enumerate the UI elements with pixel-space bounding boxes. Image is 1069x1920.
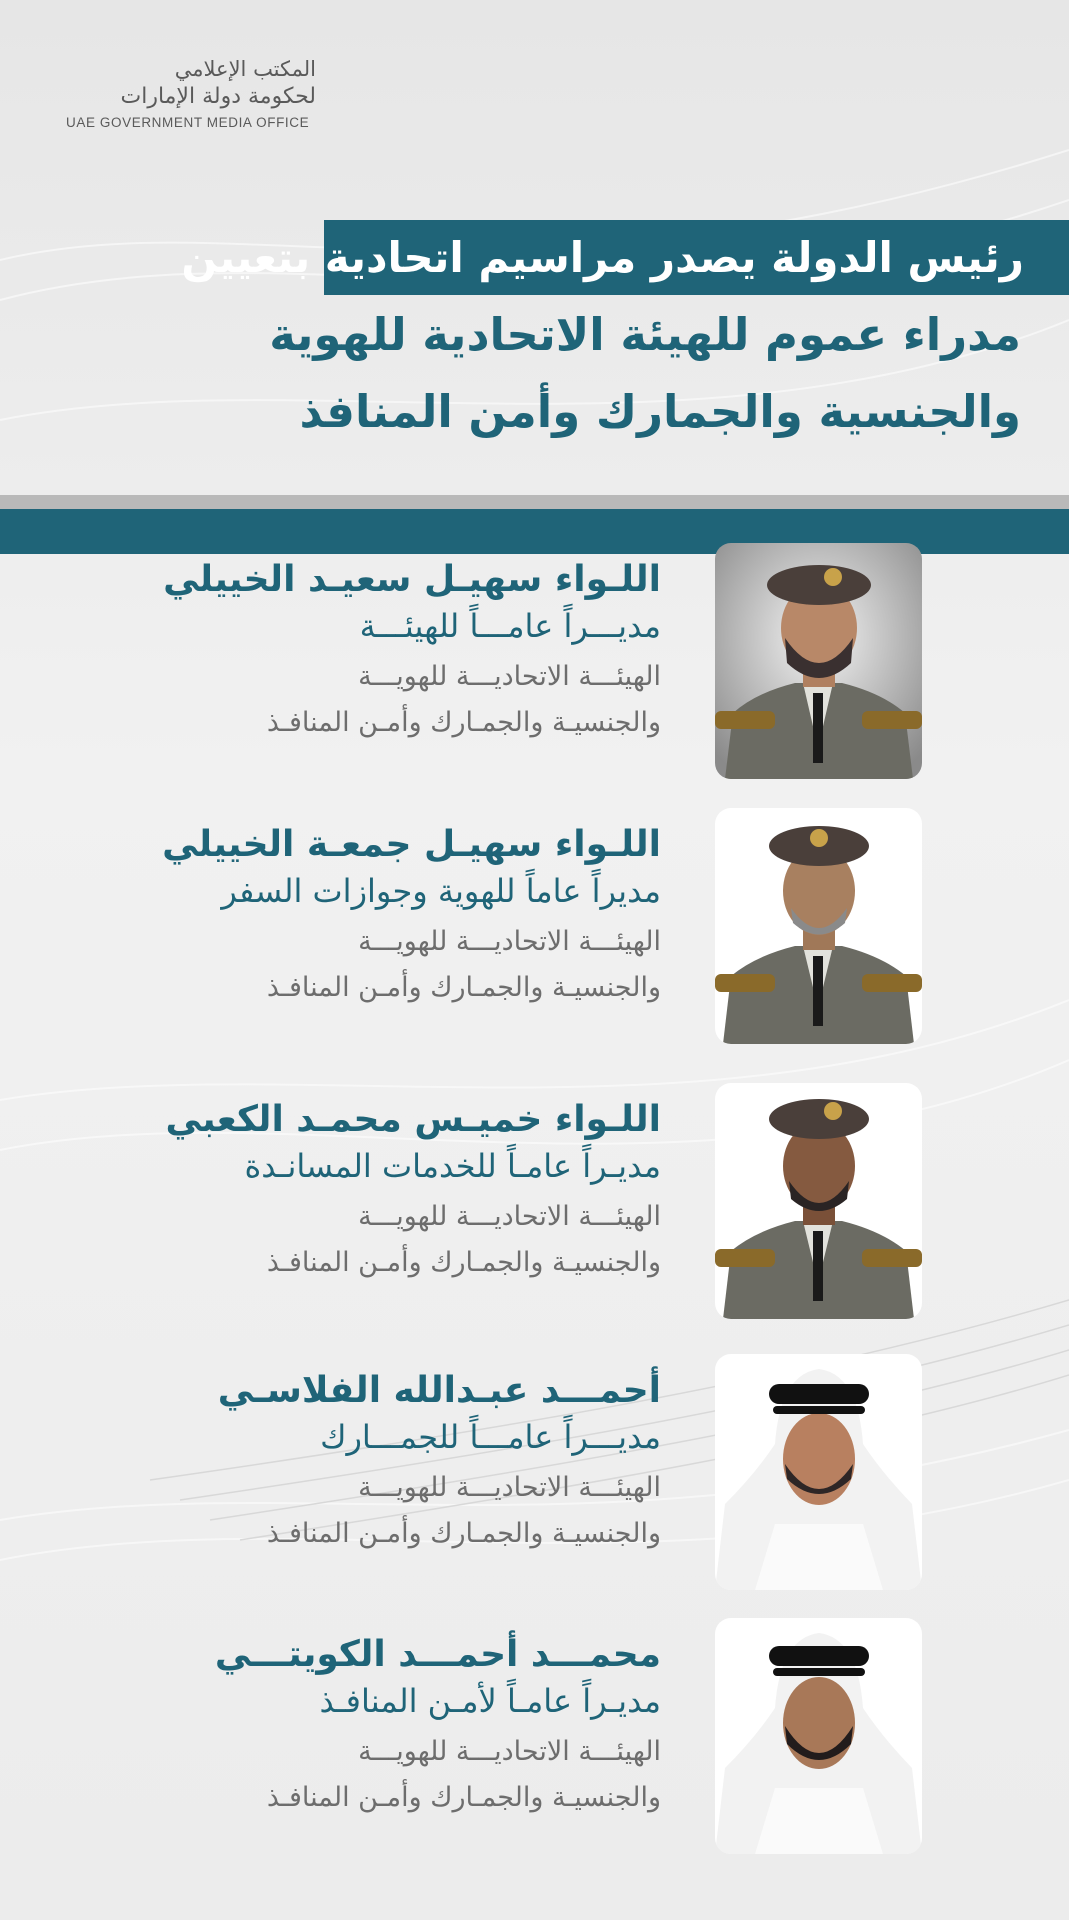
appointee-org-line1: الهيئـــة الاتحاديـــة للهويـــة bbox=[358, 661, 661, 692]
emirati-civilian-portrait-icon bbox=[715, 1354, 922, 1590]
media-office-logo bbox=[66, 55, 316, 130]
appointee-org-line2: والجنسيـة والجمـارك وأمـن المنافـذ bbox=[266, 1247, 661, 1278]
appointee-role: مديـراً عامـاً لأمـن المنافـذ bbox=[319, 1682, 661, 1720]
appointee-org-line1: الهيئـــة الاتحاديـــة للهويـــة bbox=[358, 1472, 661, 1503]
logo-english: UAE GOVERNMENT MEDIA OFFICE bbox=[66, 115, 310, 130]
appointee-role: مديراً عاماً للهوية وجوازات السفر bbox=[221, 872, 661, 910]
appointee-card bbox=[0, 808, 1069, 1048]
appointee-card bbox=[0, 1354, 1069, 1594]
appointee-name: محمـــد أحمـــد الكويتـــي bbox=[214, 1634, 661, 1675]
headline-line2: مدراء عموم للهيئة الاتحادية للهوية bbox=[269, 308, 1021, 361]
logo-arabic-line1: المكتب الإعلامي bbox=[174, 57, 316, 81]
appointee-name: اللـواء خميـس محمـد الكعبي bbox=[165, 1099, 661, 1140]
appointee-name: اللـواء سهيـل سعيـد الخييلي bbox=[163, 559, 661, 600]
appointee-org-line1: الهيئـــة الاتحاديـــة للهويـــة bbox=[358, 1736, 661, 1767]
headline-line1: رئيس الدولة يصدر مراسيم اتحادية بتعيين bbox=[181, 233, 1024, 282]
logo-arabic-line2: لحكومة دولة الإمارات bbox=[120, 84, 316, 109]
headline-banner bbox=[181, 220, 1069, 295]
appointee-card bbox=[0, 543, 1069, 783]
appointee-card bbox=[0, 1618, 1069, 1858]
appointee-role: مديـــراً عامـــاً للجمـــارك bbox=[320, 1418, 661, 1456]
military-officer-portrait-icon bbox=[715, 1083, 922, 1319]
appointee-card bbox=[0, 1083, 1069, 1323]
appointee-org-line1: الهيئـــة الاتحاديـــة للهويـــة bbox=[358, 926, 661, 957]
appointee-name: أحمـــد عبـدالله الفلاسـي bbox=[217, 1370, 661, 1411]
appointee-org-line1: الهيئـــة الاتحاديـــة للهويـــة bbox=[358, 1201, 661, 1232]
military-officer-portrait-icon bbox=[715, 808, 922, 1044]
appointee-org-line2: والجنسيـة والجمـارك وأمـن المنافـذ bbox=[266, 972, 661, 1003]
appointee-role: مديـــراً عامـــاً للهيئـــة bbox=[359, 607, 661, 645]
appointee-org-line2: والجنسيـة والجمـارك وأمـن المنافـذ bbox=[266, 707, 661, 738]
appointee-role: مديـراً عامـاً للخدمات المسانـدة bbox=[244, 1147, 661, 1185]
headline-line3: والجنسية والجمارك وأمن المنافذ bbox=[299, 385, 1021, 438]
appointee-org-line2: والجنسيـة والجمـارك وأمـن المنافـذ bbox=[266, 1518, 661, 1549]
appointee-org-line2: والجنسيـة والجمـارك وأمـن المنافـذ bbox=[266, 1782, 661, 1813]
appointee-name: اللـواء سهيـل جمعـة الخييلي bbox=[162, 824, 661, 865]
military-officer-portrait-icon bbox=[715, 543, 922, 779]
emirati-civilian-portrait-icon bbox=[715, 1618, 922, 1854]
divider-grey bbox=[0, 495, 1069, 509]
